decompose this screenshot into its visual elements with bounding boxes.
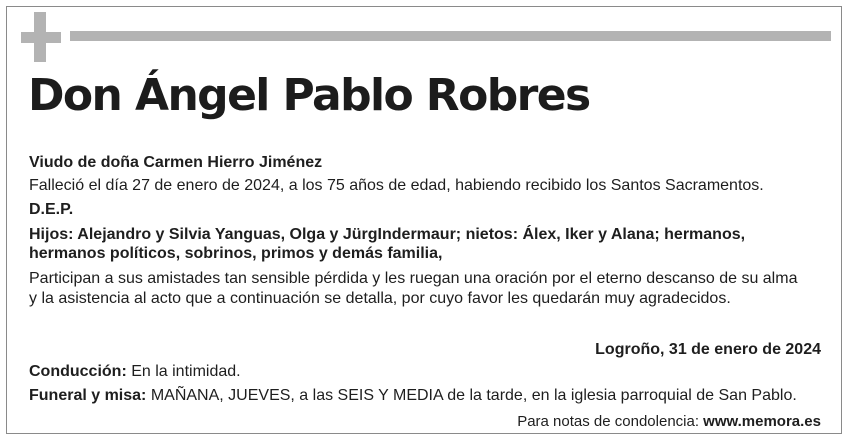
request-line-2: y la asistencia al acto que a continuación se detalla, por cuyo favor les quedarán muy agradecidos. bbox=[29, 290, 731, 307]
condolence-label: Para notas de condolencia: bbox=[517, 413, 704, 430]
deceased-name: Don Ángel Pablo Robres bbox=[28, 70, 590, 121]
widower-line: Viudo de doña Carmen Hierro Jiménez bbox=[29, 154, 323, 171]
dep-line: D.E.P. bbox=[29, 201, 74, 218]
condolence-line bbox=[517, 412, 821, 431]
place-date: Logroño, 31 de enero de 2024 bbox=[595, 341, 821, 358]
funeral-label: Funeral y misa: bbox=[29, 387, 147, 404]
family-line-1: Hijos: Alejandro y Silvia Yanguas, Olga y JürgIndermaur; nietos: Álex, Iker y Alana; hermanos, bbox=[29, 226, 746, 243]
conduccion-value: En la intimidad. bbox=[126, 363, 241, 380]
cross-icon bbox=[21, 12, 61, 62]
funeral-line bbox=[29, 386, 797, 405]
death-notice-line: Falleció el día 27 de enero de 2024, a los 75 años de edad, habiendo recibido los Santos Sacramentos. bbox=[29, 177, 764, 194]
conduccion-line bbox=[29, 362, 241, 381]
request-line-1: Participan a sus amistades tan sensible pérdida y les ruegan una oración por el eterno descanso de su alma bbox=[29, 270, 798, 287]
conduccion-label: Conducción: bbox=[29, 363, 127, 380]
top-rule bbox=[70, 31, 831, 41]
funeral-value: MAÑANA, JUEVES, a las SEIS Y MEDIA de la tarde, en la iglesia parroquial de San Pablo. bbox=[146, 387, 797, 404]
family-line-2: hermanos políticos, sobrinos, primos y demás familia, bbox=[29, 245, 443, 262]
website-link[interactable]: www.memora.es bbox=[703, 413, 821, 430]
